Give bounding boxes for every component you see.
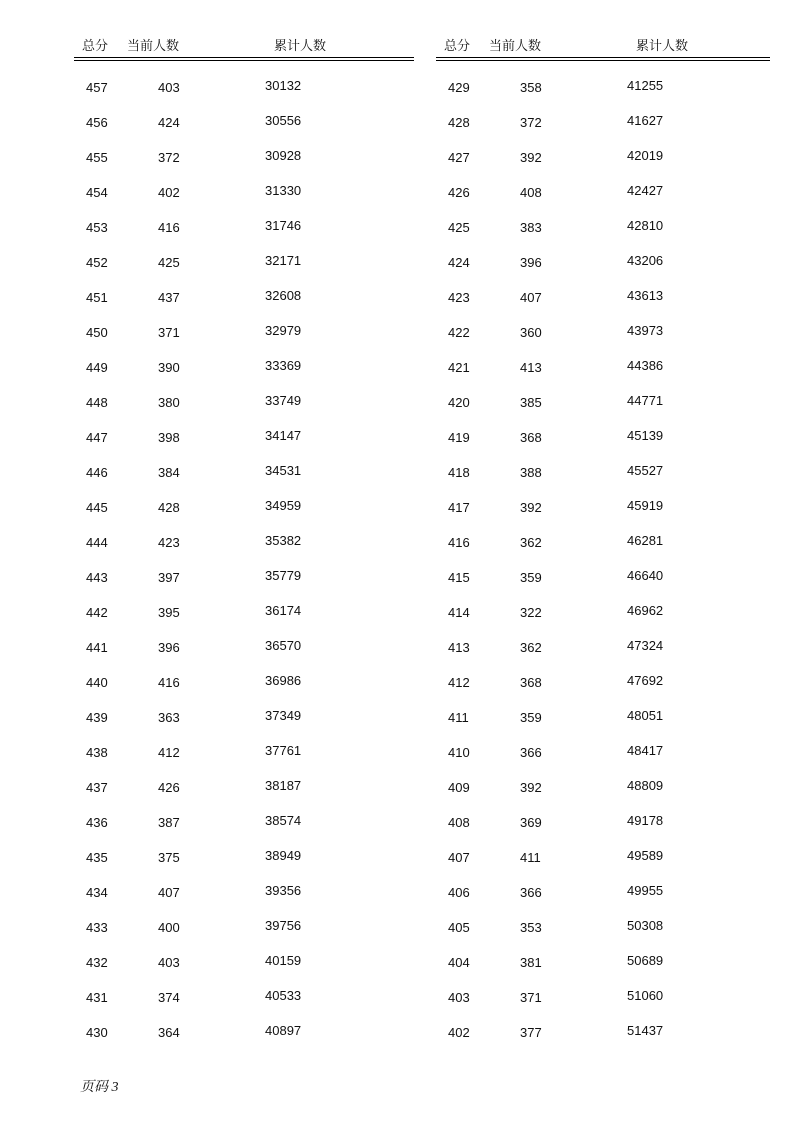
cell-total-score: 422	[448, 325, 470, 340]
cell-cumulative-count: 48051	[627, 708, 664, 723]
cell-current-count: 428	[158, 500, 180, 515]
cell-cumulative-count: 36986	[265, 673, 302, 688]
cell-total-score: 430	[86, 1025, 108, 1040]
cell-total-score: 457	[86, 80, 108, 95]
cell-current-count: 437	[158, 290, 180, 305]
cell-cumulative-count: 43973	[627, 323, 664, 338]
cell-cumulative-count: 44771	[627, 393, 664, 408]
cell-cumulative-count: 49955	[627, 883, 664, 898]
cell-cumulative-count: 35382	[265, 533, 302, 548]
table-row	[74, 350, 414, 385]
table-row	[436, 140, 770, 175]
cell-total-score: 455	[86, 150, 108, 165]
cell-cumulative-count: 48809	[627, 778, 664, 793]
cell-current-count: 425	[158, 255, 180, 270]
cell-cumulative-count: 49178	[627, 813, 664, 828]
cell-total-score: 417	[448, 500, 470, 515]
table-row	[74, 210, 414, 245]
cell-total-score: 420	[448, 395, 470, 410]
header-rule-bottom	[74, 60, 414, 61]
cell-current-count: 371	[158, 325, 180, 340]
cell-current-count: 392	[520, 500, 542, 515]
cell-current-count: 390	[158, 360, 180, 375]
cell-current-count: 400	[158, 920, 180, 935]
table-row	[436, 700, 770, 735]
cell-current-count: 407	[520, 290, 542, 305]
cell-current-count: 372	[158, 150, 180, 165]
cell-total-score: 434	[86, 885, 108, 900]
cell-cumulative-count: 42810	[627, 218, 664, 233]
cell-total-score: 444	[86, 535, 108, 550]
cell-total-score: 435	[86, 850, 108, 865]
cell-cumulative-count: 43206	[627, 253, 664, 268]
header-cumulative-count: 累计人数	[636, 38, 689, 53]
cell-current-count: 374	[158, 990, 180, 1005]
cell-total-score: 445	[86, 500, 108, 515]
cell-cumulative-count: 34531	[265, 463, 302, 478]
cell-current-count: 398	[158, 430, 180, 445]
cell-cumulative-count: 39356	[265, 883, 302, 898]
cell-cumulative-count: 43613	[627, 288, 664, 303]
table-row	[436, 980, 770, 1015]
cell-total-score: 424	[448, 255, 470, 270]
cell-current-count: 372	[520, 115, 542, 130]
cell-cumulative-count: 46962	[627, 603, 664, 618]
cell-total-score: 418	[448, 465, 470, 480]
cell-current-count: 397	[158, 570, 180, 585]
cell-cumulative-count: 33749	[265, 393, 302, 408]
table-row	[436, 105, 770, 140]
cell-cumulative-count: 35779	[265, 568, 302, 583]
cell-current-count: 412	[158, 745, 180, 760]
cell-current-count: 366	[520, 885, 542, 900]
cell-total-score: 405	[448, 920, 470, 935]
cell-total-score: 437	[86, 780, 108, 795]
cell-total-score: 454	[86, 185, 108, 200]
cell-total-score: 436	[86, 815, 108, 830]
header-total-score: 总分	[82, 38, 109, 53]
cell-current-count: 380	[158, 395, 180, 410]
cell-cumulative-count: 51437	[627, 1023, 664, 1038]
table-row	[436, 385, 770, 420]
table-body	[74, 70, 414, 1050]
table-row	[436, 805, 770, 840]
page-number: 页码 3	[80, 1080, 119, 1095]
cell-cumulative-count: 37761	[265, 743, 302, 758]
cell-cumulative-count: 38187	[265, 778, 302, 793]
table-row	[436, 175, 770, 210]
table-row	[436, 315, 770, 350]
cell-cumulative-count: 32608	[265, 288, 302, 303]
table-row	[436, 525, 770, 560]
cell-cumulative-count: 32979	[265, 323, 302, 338]
cell-total-score: 448	[86, 395, 108, 410]
cell-cumulative-count: 30132	[265, 78, 302, 93]
cell-total-score: 410	[448, 745, 470, 760]
cell-cumulative-count: 38574	[265, 813, 302, 828]
cell-total-score: 449	[86, 360, 108, 375]
cell-current-count: 407	[158, 885, 180, 900]
table-row	[74, 455, 414, 490]
cell-total-score: 441	[86, 640, 108, 655]
cell-current-count: 363	[158, 710, 180, 725]
cell-total-score: 443	[86, 570, 108, 585]
header-cumulative-count: 累计人数	[274, 38, 327, 53]
cell-total-score: 456	[86, 115, 108, 130]
cell-current-count: 377	[520, 1025, 542, 1040]
cell-total-score: 416	[448, 535, 470, 550]
cell-total-score: 412	[448, 675, 470, 690]
cell-current-count: 381	[520, 955, 542, 970]
cell-cumulative-count: 50308	[627, 918, 664, 933]
cell-current-count: 396	[520, 255, 542, 270]
cell-current-count: 423	[158, 535, 180, 550]
cell-current-count: 416	[158, 675, 180, 690]
cell-cumulative-count: 45139	[627, 428, 664, 443]
cell-current-count: 416	[158, 220, 180, 235]
cell-cumulative-count: 39756	[265, 918, 302, 933]
header-current-count: 当前人数	[489, 38, 542, 53]
table-row	[74, 560, 414, 595]
table-row	[436, 210, 770, 245]
cell-current-count: 366	[520, 745, 542, 760]
cell-current-count: 387	[158, 815, 180, 830]
table-row	[436, 560, 770, 595]
cell-current-count: 322	[520, 605, 542, 620]
cell-cumulative-count: 31330	[265, 183, 302, 198]
table-row	[74, 70, 414, 105]
table-row	[74, 385, 414, 420]
cell-total-score: 414	[448, 605, 470, 620]
cell-total-score: 415	[448, 570, 470, 585]
cell-cumulative-count: 47324	[627, 638, 664, 653]
cell-total-score: 423	[448, 290, 470, 305]
cell-total-score: 411	[448, 710, 469, 725]
cell-total-score: 438	[86, 745, 108, 760]
table-row	[436, 70, 770, 105]
cell-current-count: 388	[520, 465, 542, 480]
table-row	[74, 980, 414, 1015]
table-row	[74, 840, 414, 875]
table-row	[74, 910, 414, 945]
table-row	[436, 595, 770, 630]
table-row	[436, 455, 770, 490]
table-row	[436, 280, 770, 315]
cell-total-score: 426	[448, 185, 470, 200]
cell-total-score: 453	[86, 220, 108, 235]
table-row	[436, 420, 770, 455]
cell-current-count: 375	[158, 850, 180, 865]
header-rule-bottom	[436, 60, 770, 61]
table-row	[74, 770, 414, 805]
cell-cumulative-count: 44386	[627, 358, 664, 373]
cell-current-count: 408	[520, 185, 542, 200]
table-row	[74, 175, 414, 210]
cell-cumulative-count: 33369	[265, 358, 302, 373]
cell-cumulative-count: 40533	[265, 988, 302, 1003]
table-row	[74, 735, 414, 770]
cell-current-count: 402	[158, 185, 180, 200]
cell-cumulative-count: 40897	[265, 1023, 302, 1038]
cell-cumulative-count: 36174	[265, 603, 302, 618]
header-current-count: 当前人数	[127, 38, 180, 53]
table-row	[74, 630, 414, 665]
cell-total-score: 409	[448, 780, 470, 795]
cell-total-score: 407	[448, 850, 470, 865]
cell-total-score: 403	[448, 990, 470, 1005]
cell-cumulative-count: 30556	[265, 113, 302, 128]
table-row	[436, 665, 770, 700]
header-rule-top	[74, 57, 414, 58]
cell-current-count: 359	[520, 710, 542, 725]
cell-cumulative-count: 49589	[627, 848, 664, 863]
table-row	[74, 945, 414, 980]
table-row	[436, 875, 770, 910]
cell-total-score: 433	[86, 920, 108, 935]
cell-cumulative-count: 40159	[265, 953, 302, 968]
table-row	[74, 665, 414, 700]
cell-total-score: 427	[448, 150, 470, 165]
cell-total-score: 439	[86, 710, 108, 725]
table-row	[74, 105, 414, 140]
cell-current-count: 364	[158, 1025, 180, 1040]
cell-total-score: 432	[86, 955, 108, 970]
table-row	[436, 910, 770, 945]
cell-total-score: 431	[86, 990, 108, 1005]
cell-total-score: 447	[86, 430, 108, 445]
cell-total-score: 446	[86, 465, 108, 480]
table-row	[74, 245, 414, 280]
table-row	[436, 735, 770, 770]
table-row	[436, 490, 770, 525]
cell-current-count: 424	[158, 115, 180, 130]
cell-current-count: 353	[520, 920, 542, 935]
cell-current-count: 403	[158, 955, 180, 970]
cell-current-count: 384	[158, 465, 180, 480]
cell-cumulative-count: 51060	[627, 988, 664, 1003]
cell-current-count: 360	[520, 325, 542, 340]
cell-cumulative-count: 45527	[627, 463, 664, 478]
cell-total-score: 450	[86, 325, 108, 340]
cell-current-count: 411	[520, 850, 541, 865]
cell-cumulative-count: 45919	[627, 498, 664, 513]
cell-current-count: 358	[520, 80, 542, 95]
cell-current-count: 369	[520, 815, 542, 830]
cell-total-score: 402	[448, 1025, 470, 1040]
cell-cumulative-count: 37349	[265, 708, 302, 723]
table-row	[74, 140, 414, 175]
cell-current-count: 392	[520, 780, 542, 795]
cell-total-score: 429	[448, 80, 470, 95]
cell-total-score: 425	[448, 220, 470, 235]
cell-cumulative-count: 46281	[627, 533, 664, 548]
table-row	[436, 245, 770, 280]
table-row	[74, 875, 414, 910]
table-row	[74, 700, 414, 735]
table-body	[436, 70, 770, 1050]
cell-current-count: 368	[520, 675, 542, 690]
cell-current-count: 392	[520, 150, 542, 165]
cell-total-score: 413	[448, 640, 470, 655]
cell-total-score: 408	[448, 815, 470, 830]
table-row	[74, 595, 414, 630]
cell-total-score: 452	[86, 255, 108, 270]
cell-current-count: 362	[520, 535, 542, 550]
cell-cumulative-count: 46640	[627, 568, 664, 583]
cell-total-score: 419	[448, 430, 470, 445]
cell-cumulative-count: 38949	[265, 848, 302, 863]
table-row	[436, 350, 770, 385]
cell-current-count: 359	[520, 570, 542, 585]
cell-current-count: 426	[158, 780, 180, 795]
table-row	[74, 315, 414, 350]
table-row	[436, 840, 770, 875]
cell-total-score: 406	[448, 885, 470, 900]
cell-cumulative-count: 42427	[627, 183, 664, 198]
cell-total-score: 404	[448, 955, 470, 970]
cell-cumulative-count: 47692	[627, 673, 664, 688]
table-row	[74, 805, 414, 840]
left-table	[74, 0, 414, 1080]
cell-cumulative-count: 41255	[627, 78, 664, 93]
cell-total-score: 421	[448, 360, 470, 375]
cell-current-count: 413	[520, 360, 542, 375]
cell-current-count: 395	[158, 605, 180, 620]
cell-current-count: 385	[520, 395, 542, 410]
cell-cumulative-count: 34959	[265, 498, 302, 513]
table-row	[436, 630, 770, 665]
cell-cumulative-count: 32171	[265, 253, 302, 268]
cell-current-count: 403	[158, 80, 180, 95]
cell-current-count: 396	[158, 640, 180, 655]
cell-cumulative-count: 42019	[627, 148, 664, 163]
right-table	[436, 0, 770, 1080]
header-rule-top	[436, 57, 770, 58]
cell-current-count: 383	[520, 220, 542, 235]
cell-cumulative-count: 34147	[265, 428, 302, 443]
header-total-score: 总分	[444, 38, 471, 53]
cell-cumulative-count: 48417	[627, 743, 664, 758]
cell-cumulative-count: 50689	[627, 953, 664, 968]
table-row	[436, 1015, 770, 1050]
cell-cumulative-count: 36570	[265, 638, 302, 653]
cell-current-count: 362	[520, 640, 542, 655]
cell-cumulative-count: 41627	[627, 113, 664, 128]
table-row	[74, 1015, 414, 1050]
cell-total-score: 442	[86, 605, 108, 620]
cell-current-count: 368	[520, 430, 542, 445]
table-row	[436, 770, 770, 805]
cell-total-score: 451	[86, 290, 108, 305]
cell-current-count: 371	[520, 990, 542, 1005]
cell-total-score: 428	[448, 115, 470, 130]
cell-cumulative-count: 31746	[265, 218, 302, 233]
cell-cumulative-count: 30928	[265, 148, 302, 163]
cell-total-score: 440	[86, 675, 108, 690]
table-row	[74, 280, 414, 315]
table-row	[74, 420, 414, 455]
table-row	[74, 525, 414, 560]
table-row	[74, 490, 414, 525]
table-row	[436, 945, 770, 980]
